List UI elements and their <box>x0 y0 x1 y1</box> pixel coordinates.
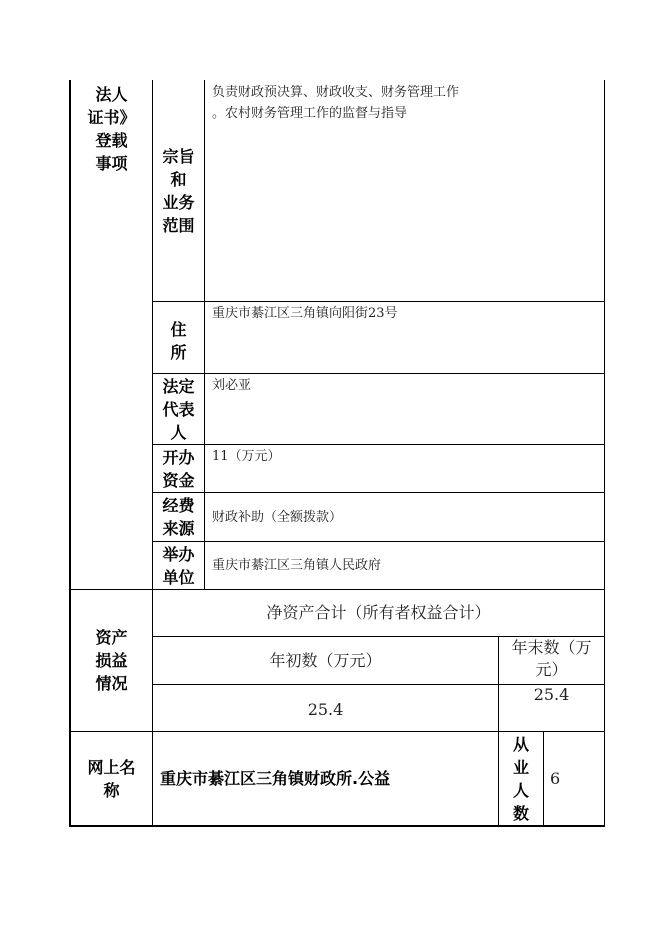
row-line-legal-rep <box>152 373 605 374</box>
legal-rep-label: 法定 代表 人 <box>162 376 195 442</box>
online-name-label: 网上名 称 <box>87 757 136 800</box>
legal-rep-value: 刘必亚 <box>212 378 252 393</box>
purpose-line-1: 负责财政预决算、财政收支、财务管理工作 <box>212 85 460 100</box>
address-value: 重庆市綦江区三角镇向阳街23号 <box>212 306 398 321</box>
purpose-label: 宗旨 和 业务 范围 <box>162 147 195 235</box>
address-label: 住 所 <box>170 319 187 362</box>
begin-of-year-value: 25.4 <box>307 700 344 719</box>
purpose-value <box>212 82 602 124</box>
funding-label: 经费 来源 <box>162 496 195 538</box>
assets-label: 资产 损益 情况 <box>95 628 128 693</box>
divider-col4 <box>543 731 544 826</box>
funding-value: 财政补助（全额拨款） <box>212 509 343 525</box>
table-border-right <box>604 80 605 826</box>
row-line-capital <box>152 444 605 445</box>
staff-count-value: 6 <box>550 768 561 788</box>
row-line-address <box>152 301 605 302</box>
capital-value: 11（万元） <box>212 449 281 464</box>
purpose-line-2: 。农村财务管理工作的监督与指导 <box>212 106 408 121</box>
end-of-year-label: 年末数（万 元） <box>511 638 592 679</box>
online-name-value: 重庆市綦江区三角镇财政所.公益 <box>160 769 391 788</box>
begin-of-year-label: 年初数（万元） <box>269 650 382 670</box>
staff-label: 从 业 人 数 <box>512 734 529 823</box>
divider-col2 <box>204 80 205 590</box>
sponsor-value: 重庆市綦江区三角镇人民政府 <box>212 558 382 573</box>
sponsor-label: 举办 单位 <box>162 544 195 587</box>
end-of-year-value: 25.4 <box>533 685 570 704</box>
cert-items-label: 法人 证书》 登载 事项 <box>87 85 136 173</box>
capital-label: 开办 资金 <box>162 447 195 490</box>
net-assets-header: 净资产合计（所有者权益合计） <box>266 603 491 622</box>
table-border-bottom <box>69 825 605 827</box>
